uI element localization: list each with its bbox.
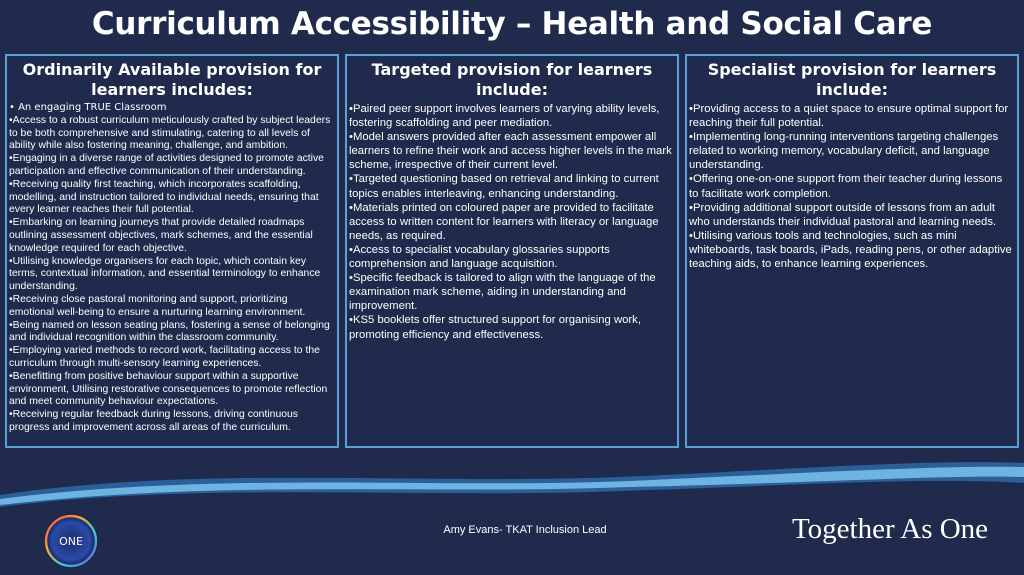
list-item: •Targeted questioning based on retrieval and linking to current topics enables interleaving, enhancing understanding. <box>349 173 659 200</box>
list-item: •Model answers provided after each assessment empower all learners to refine their work and access higher levels in the mark scheme, irrespective of their current level. <box>349 131 672 172</box>
ordinary-provision-heading: Ordinarily Available provision for learners includes: <box>22 60 322 99</box>
list-item: •Offering one-on-one support from their teacher during lessons to facilitate work completion. <box>689 173 1003 200</box>
list-item: •Access to specialist vocabulary glossaries supports comprehension and language acquisition. <box>349 243 610 271</box>
list-item: •Materials printed on coloured paper are provided to facilitate access to written content for learners with literacy or language needs, as required. <box>349 201 659 242</box>
list-item: •Specific feedback is tailored to align with the language of the examination mark scheme, aiding in understanding and improvement. <box>349 272 656 313</box>
list-item: •Receiving regular feedback during lessons, driving continuous progress and improvement across all areas of the curriculum. <box>9 409 298 433</box>
logo-text: ONE <box>59 535 83 548</box>
specialist-provision-panel <box>685 54 1019 448</box>
ordinary-provision-list <box>7 100 337 435</box>
ordinary-provision-panel <box>5 54 339 448</box>
specialist-provision-heading: Specialist provision for learners include: <box>707 60 997 99</box>
list-item: •Engaging in a diverse range of activities designed to promote active participation and effective communication of their understanding. <box>9 153 324 177</box>
list-item: • An engaging TRUE Classroom <box>9 102 167 113</box>
list-item: •Utilising knowledge organisers for each topic, which contain key terms, contextual information, and essential terminology to enhance understanding. <box>9 255 321 293</box>
list-item: •Receiving quality first teaching, which incorporates scaffolding, modelling, and instruction tailored to individual needs, ensuring that every learner reaches their full potential. <box>9 178 319 216</box>
one-logo <box>42 512 100 570</box>
list-item: •Utilising various tools and technologies, such as mini whiteboards, task boards, iPads, reading pens, or other adaptive teaching aids, to enhance learning experiences. <box>689 229 1012 271</box>
specialist-provision-list <box>687 100 1017 271</box>
list-item: •Employing varied methods to record work, facilitating access to the curriculum through multi-sensory learning experiences. <box>9 345 320 369</box>
targeted-provision-list <box>347 100 677 342</box>
list-item: •Access to a robust curriculum meticulously crafted by subject leaders to be both comprehensive and stimulating, catering to all levels of ability while also fostering meaning, challenge, and ambition. <box>9 114 331 152</box>
targeted-provision-heading: Targeted provision for learners include: <box>371 60 653 99</box>
list-item: •Implementing long-running interventions targeting challenges related to working memory, vocabulary deficit, and language understanding. <box>689 131 999 172</box>
list-item: •Benefitting from positive behaviour support within a supportive environment, Utilising restorative consequences to promote reflection and meet community behaviour expectations. <box>9 370 328 408</box>
list-item: •KS5 booklets offer structured support for organising work, promoting efficiency and effectiveness. <box>349 314 641 341</box>
slide-title: Curriculum Accessibility – Health and Social Care <box>91 6 933 42</box>
list-item: •Embarking on learning journeys that provide detailed roadmaps outlining assessment objectives, mark schemes, and the essential knowledge required for each objective. <box>9 217 313 254</box>
decorative-wave <box>0 455 1024 515</box>
list-item: •Providing access to a quiet space to ensure optimal support for reaching their full potential. <box>689 103 1009 130</box>
list-item: •Receiving close pastoral monitoring and support, prioritizing emotional well-being to ensure a nurturing learning environment. <box>9 293 306 318</box>
list-item: •Paired peer support involves learners of varying ability levels, fostering scaffolding and peer mediation. <box>349 103 660 130</box>
targeted-provision-panel <box>345 54 679 448</box>
motto: Together As One <box>791 513 989 545</box>
list-item: •Being named on lesson seating plans, fostering a sense of belonging and individual recognition within the classroom community. <box>9 319 330 344</box>
author-credit: Amy Evans- TKAT Inclusion Lead <box>443 524 607 536</box>
list-item: •Providing additional support outside of lessons from an adult who understands their individual pastoral and learning needs. <box>689 201 997 228</box>
